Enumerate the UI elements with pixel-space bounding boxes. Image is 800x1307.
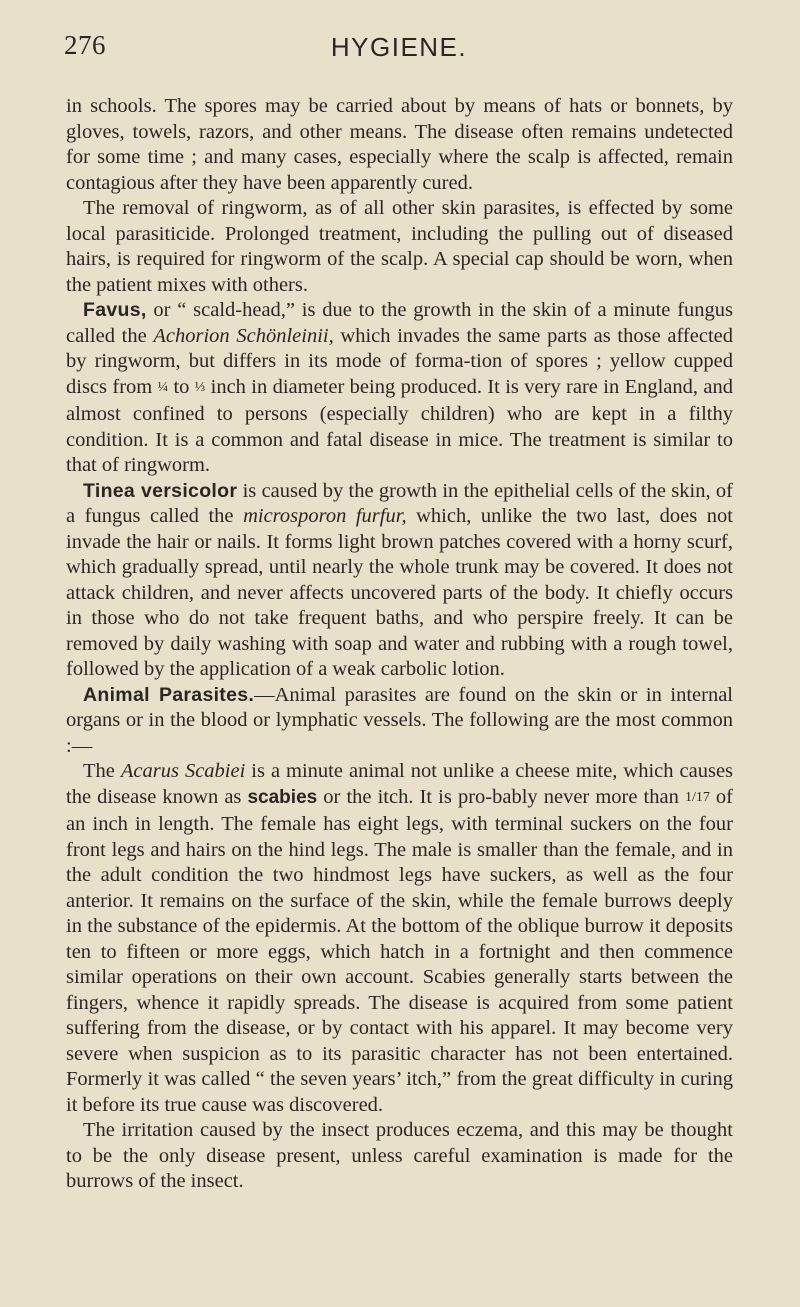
paragraph-1-text: in schools. The spores may be carried about by means of hats or bonnets, by gloves, towels, razors, and other means. The disease often remains undetected for some time ; and many cases, especially where the scalp is affected, remain contagious after they have been apparently cured. (66, 95, 733, 194)
acarus-text-a: The (83, 760, 121, 782)
run-in-heading-tinea: Tinea versicolor (83, 479, 238, 502)
acarus-text-c: or the itch. It is pro-bably never more than (317, 785, 685, 808)
paragraph-1 (66, 94, 733, 196)
fraction-third: ⅓ (194, 379, 206, 395)
species-name-achorion: Achorion Schönleinii, (153, 324, 334, 347)
animal-parasites-text: —Animal parasites are found on the skin or in internal organs or in the blood or lymphatic vessels. The following are the most common :— (66, 683, 733, 757)
paragraph-2-text: The removal of ringworm, as of all other skin parasites, is effected by some local parasiticide. Prolonged treatment, including the pulling out of diseased hairs, is required for ringworm of the scalp. A special cap should be worn, when the patient mixes with others. (66, 197, 733, 296)
tinea-text-b: which, unlike the two last, does not invade the hair or nails. It forms light brown patches covered with a horny scurf, which gradually spread, until nearly the whole trunk may be covered. It does not attack children, and never affects uncovered parts of the body. It chiefly occurs in those who do not take frequent baths, and who perspire freely. It can be removed by daily washing with soap and water and rubbing with a rough towel, followed by the application of a weak carbolic lotion. (66, 505, 734, 680)
paragraph-animal-parasites (66, 683, 733, 760)
tinea-text-a: is caused by the growth in the epithelial cells of the skin, of a fungus called the (66, 479, 733, 527)
body-text (66, 94, 733, 1195)
species-name-microsporon: microsporon furfur, (243, 505, 407, 527)
run-in-heading-favus: Favus, (83, 299, 147, 321)
acarus-text-d: of an inch in length. The female has eight legs, with terminal suckers on the four front legs and hairs on the hind legs. The male is smaller than the female, and in the adult condition the two hindmost legs have suckers, as well as the four anterior. It remains on the surface of the skin, while the female burrows deeply in the substance of the epidermis. At the bottom of the oblique burrow it deposits ten to fifteen or more eggs, which hatch in a fortnight and then commence similar operations on their own account. Scabies generally starts between the fingers, whence it rapidly spreads. The disease is acquired from some patient suffering from the disease, or by contact with his apparel. It may become very severe when suspicion as to its parasitic character has not been entertained. Formerly it was called “ the seven years’ itch,” from the great difficulty in curing it before its true cause was discovered. (66, 785, 733, 1116)
page-header (64, 30, 734, 70)
paragraph-irritation (66, 1118, 733, 1195)
paragraph-favus (66, 298, 733, 479)
fraction-quarter: ¼ (157, 379, 169, 395)
running-title: HYGIENE. (330, 32, 468, 62)
favus-text-b: which invades the same parts as those affected by ringworm, but differs in its mode of forma-tion of spores ; yellow cupped discs from (66, 324, 733, 398)
paragraph-tinea (66, 479, 733, 683)
favus-text-a: or “ scald-head,” is due to the growth in the skin of a minute fungus called the (66, 299, 733, 347)
paragraph-acarus (66, 759, 733, 1118)
paragraph-2 (66, 196, 733, 298)
irritation-text: The irritation caused by the insect produces eczema, and this may be thought to be the only disease present, unless careful examination is made for the burrows of the insect. (66, 1119, 733, 1192)
fraction-one-seventeenth: 1/17 (684, 789, 710, 805)
page-number: 276 (64, 30, 106, 60)
acarus-text-b: is a minute animal not unlike a cheese mite, which causes the disease known as (66, 760, 734, 808)
species-name-acarus: Acarus Scabiei (120, 760, 246, 782)
favus-text-c: to (168, 375, 195, 398)
term-scabies: scabies (247, 786, 318, 808)
run-in-heading-animal-parasites: Animal Parasites. (83, 683, 255, 706)
favus-text-d: inch in diameter being produced. It is very rare in England, and almost confined to persons (especially children) who are kept in a filthy condition. It is a common and fatal disease in mice. The treatment is similar to that of ringworm. (66, 375, 733, 476)
